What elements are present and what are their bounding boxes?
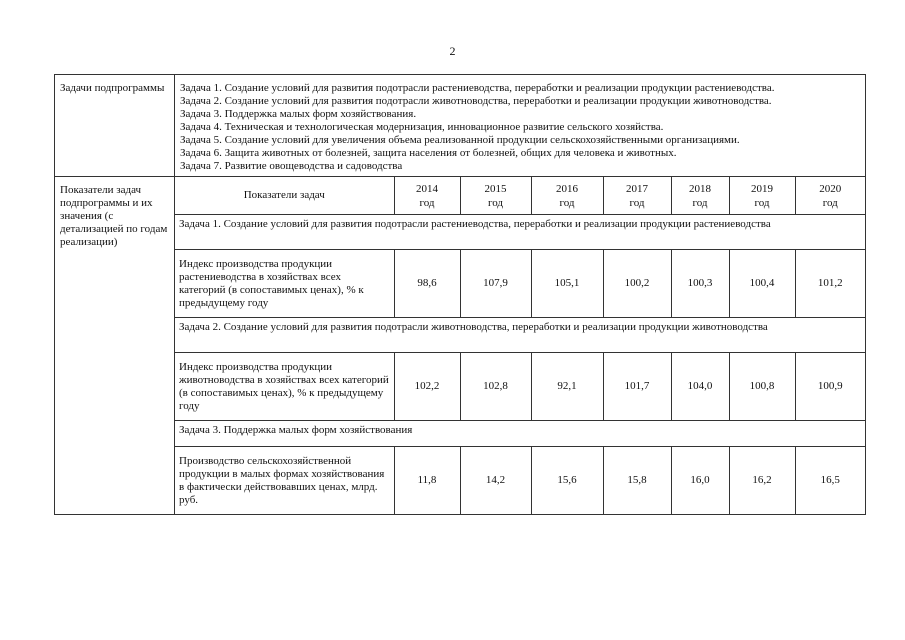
indicator-name: Индекс производства продукции животноводства в хозяйствах всех категорий (в сопоставимых ценах), % к предыдущему году: [175, 353, 394, 421]
indicator-value-2016: 92,1: [531, 353, 603, 421]
year-header-2018: 2018 год: [671, 177, 729, 215]
indicators-row-label: Показатели задач подпрограммы и их значения (с детализацией по годам реализации): [55, 177, 175, 515]
year-header-2019: 2019 год: [729, 177, 795, 215]
section-title: Задача 3. Поддержка малых форм хозяйствования: [175, 421, 865, 447]
indicator-value-2019: 100,4: [729, 250, 795, 318]
indicator-name: Производство сельскохозяйственной продукции в малых формах хозяйствования в фактически действовавших ценах, млрд. руб.: [179, 454, 385, 506]
indicator-row-2: [175, 353, 865, 421]
indicator-value-2014: 98,6: [394, 250, 460, 318]
task-item-6: Задача 6. Защита животных от болезней, защита населения от болезней, общих для человека и животных.: [180, 147, 677, 159]
task-item-5: Задача 5. Создание условий для увеличения объема реализованной продукции сельскохозяйственными организациями.: [180, 134, 740, 146]
indicator-value-2018: 16,0: [671, 447, 729, 515]
task-item-3: Задача 3. Поддержка малых форм хозяйствования.: [180, 108, 417, 120]
year-header-2020: 2020 год: [795, 177, 865, 215]
indicator-value-2018: 100,3: [671, 250, 729, 318]
indicator-value-2017: 15,8: [603, 447, 671, 515]
indicator-value-2015: 107,9: [460, 250, 531, 318]
indicator-value-2014: 11,8: [394, 447, 460, 515]
indicator-value-2015: 14,2: [460, 447, 531, 515]
indicator-value-2020: 16,5: [795, 447, 865, 515]
task-item-7: Задача 7. Развитие овощеводства и садоводства: [180, 160, 403, 172]
indicators-table: [175, 177, 865, 514]
indicator-value-2019: 16,2: [729, 447, 795, 515]
year-header-2016: 2016 год: [531, 177, 603, 215]
task-item-2: Задача 2. Создание условий для развития подотрасли животноводства, переработки и реализации продукции животноводства.: [180, 95, 772, 107]
section-title: Задача 2. Создание условий для развития подотрасли животноводства, переработки и реализации продукции животноводства: [175, 318, 865, 353]
indicator-value-2016: 15,6: [531, 447, 603, 515]
indicator-name: Индекс производства продукции растениеводства в хозяйствах всех категорий (в сопоставимых ценах), % к предыдущему году: [175, 250, 394, 318]
indicators-row: [55, 177, 866, 515]
indicator-row-1: [175, 250, 865, 318]
tasks-list: [175, 75, 866, 177]
tasks-row-label: Задачи подпрограммы: [55, 75, 175, 177]
indicator-value-2017: 101,7: [603, 353, 671, 421]
indicator-row-3: [175, 447, 865, 515]
tasks-row: [55, 75, 866, 177]
section-title-row-2: [175, 318, 865, 353]
indicator-value-2015: 102,8: [460, 353, 531, 421]
year-header-2017: 2017 год: [603, 177, 671, 215]
subprogram-passport-table: [54, 74, 866, 515]
indicator-value-2019: 100,8: [729, 353, 795, 421]
indicator-value-2017: 100,2: [603, 250, 671, 318]
indicator-value-2014: 102,2: [394, 353, 460, 421]
section-title-row-3: [175, 421, 865, 447]
indicators-cell: [175, 177, 866, 515]
indicator-value-2016: 105,1: [531, 250, 603, 318]
indicator-value-2018: 104,0: [671, 353, 729, 421]
year-header-2014: 2014 год: [394, 177, 460, 215]
task-item-1: Задача 1. Создание условий для развития подотрасли растениеводства, переработки и реализации продукции растениеводства.: [180, 82, 775, 94]
page-number: 2: [449, 44, 456, 58]
section-title: Задача 1. Создание условий для развития подотрасли растениеводства, переработки и реализации продукции растениеводства: [175, 215, 865, 250]
year-header-2015: 2015 год: [460, 177, 531, 215]
indicators-header-row: [175, 177, 865, 215]
task-item-4: Задача 4. Техническая и технологическая модернизация, инновационное развитие сельского хозяйства.: [180, 121, 664, 133]
indicator-value-2020: 101,2: [795, 250, 865, 318]
indicators-header-name: Показатели задач: [175, 177, 394, 215]
indicator-value-2020: 100,9: [795, 353, 865, 421]
section-title-row-1: [175, 215, 865, 250]
